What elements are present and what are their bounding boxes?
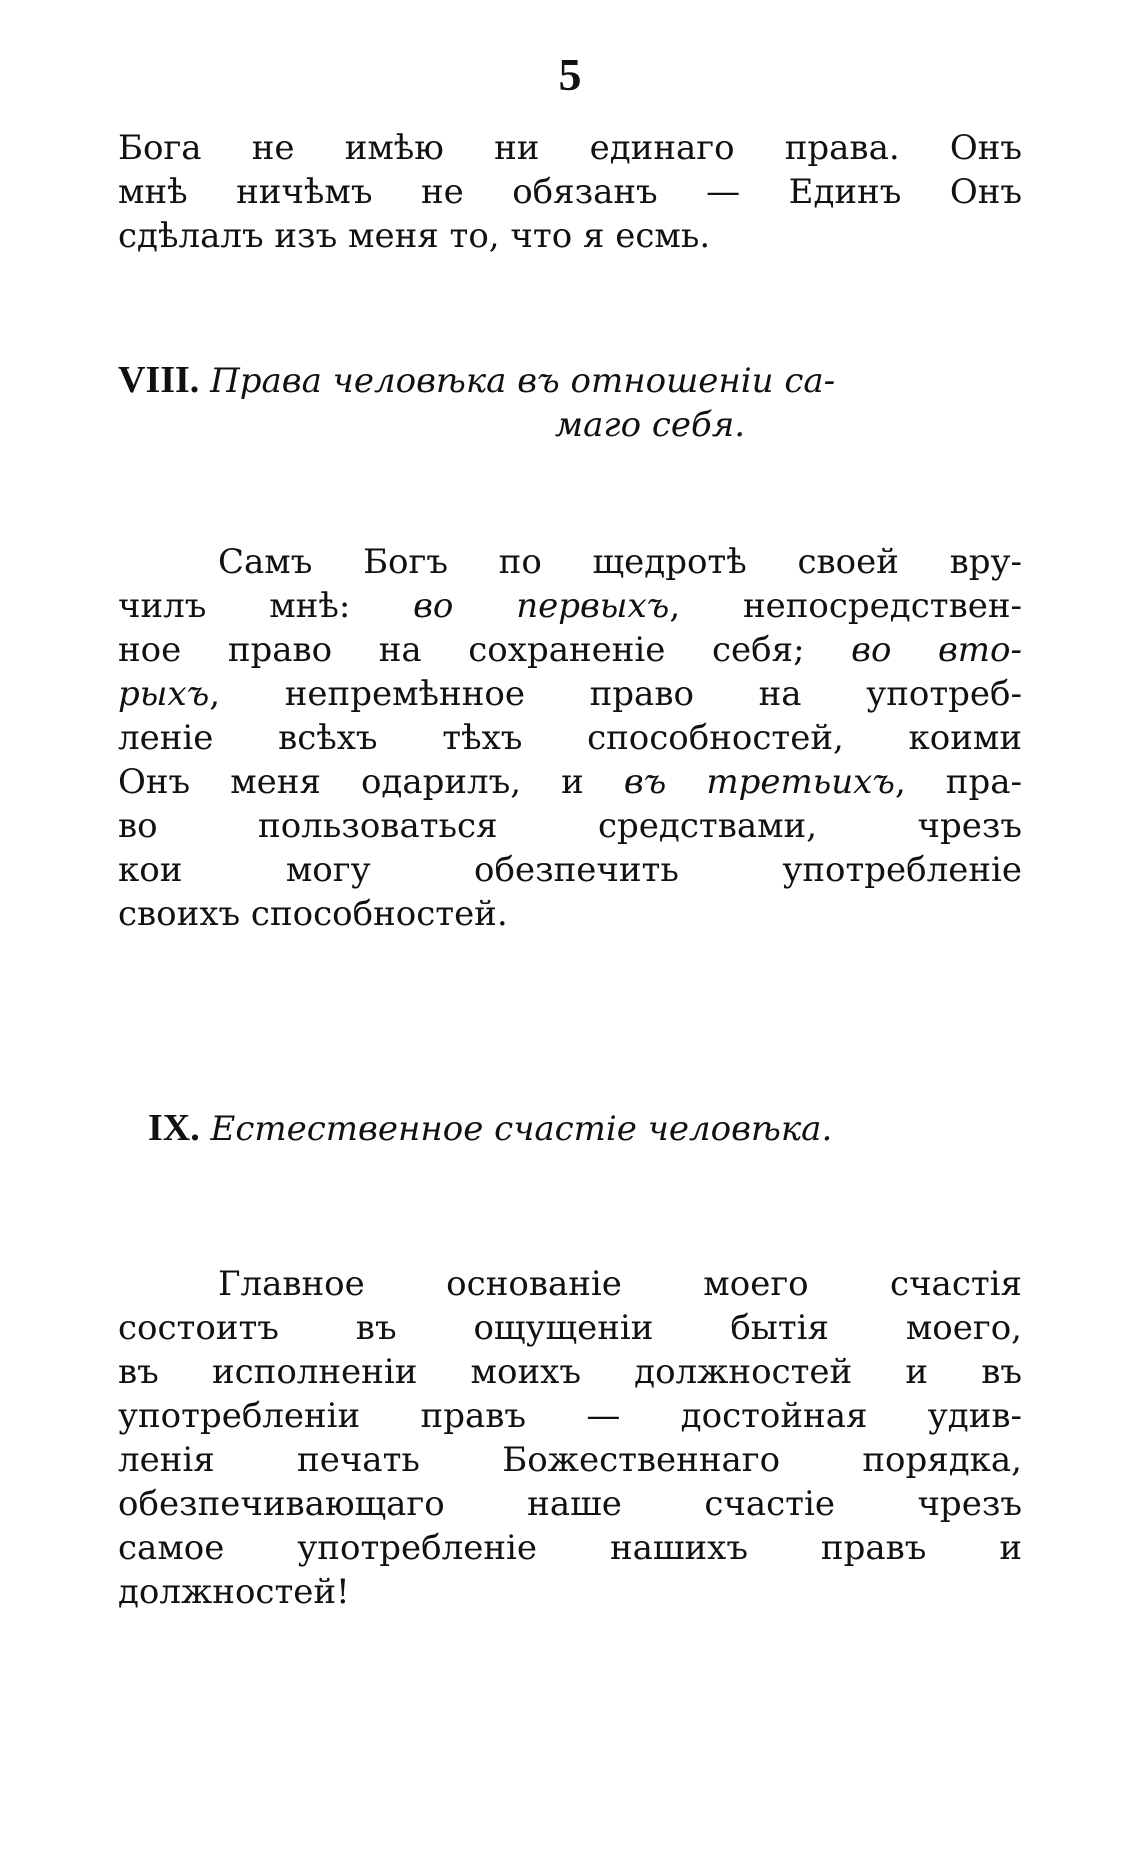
text-line: своихъ способностей.	[118, 894, 508, 934]
text-run: Онъ меня одарилъ, и	[118, 762, 624, 802]
text-line	[118, 672, 1022, 716]
text-line: въ исполненіи моихъ должностей и въ	[118, 1352, 1022, 1392]
text-line: Самъ Богъ по щедротѣ своей вру-	[218, 542, 1022, 582]
italic-run: во вто-	[851, 630, 1022, 670]
text-line: во пользоваться средствами, чрезъ	[118, 806, 1022, 846]
text-line	[118, 760, 1022, 804]
italic-run: во первыхъ	[413, 586, 670, 626]
text-line	[118, 628, 1022, 672]
text-line: употребленіи правъ — достойная удив-	[118, 1396, 1022, 1436]
text-line: леніе всѣхъ тѣхъ способностей, коими	[118, 718, 1022, 758]
text-line: Бога не имѣю ни единаго права. Онъ	[118, 128, 1022, 168]
text-line: Главное основаніе моего счастія	[218, 1264, 1022, 1304]
text-line	[118, 584, 1022, 628]
text-line: самое употребленіе нашихъ правъ и	[118, 1528, 1022, 1568]
italic-run: въ третьихъ	[623, 762, 895, 802]
text-run: , непремѣнное право на употреб-	[209, 674, 1022, 714]
text-line: кои могу обезпечить употребленіе	[118, 850, 1022, 890]
text-line: обезпечивающаго наше счастіе чрезъ	[118, 1484, 1022, 1524]
paragraph-happiness	[118, 1262, 1022, 1614]
text-run: чилъ мнѣ:	[118, 586, 414, 626]
section-title: Естественное счастіе человѣка.	[210, 1109, 833, 1149]
text-line: должностей!	[118, 1572, 350, 1612]
heading-line	[118, 1106, 1022, 1151]
italic-run: рыхъ	[118, 674, 210, 714]
page-number: 5	[558, 49, 582, 100]
section-heading-9	[118, 1106, 1022, 1151]
section-title: Права человѣка въ отношеніи са-	[210, 361, 836, 401]
text-line: сдѣлалъ изъ меня то, что я есмь.	[118, 216, 711, 256]
section-numeral: IX.	[148, 1107, 200, 1149]
text-line: мнѣ ничѣмъ не обязанъ — Единъ Онъ	[118, 172, 1022, 212]
text-run: , пра-	[894, 762, 1022, 802]
paragraph-continuation	[118, 126, 1022, 258]
text-line: ленія печать Божественнаго порядка,	[118, 1440, 1022, 1480]
section-title-continuation: маго себя.	[554, 405, 746, 445]
paragraph-rights	[118, 540, 1022, 936]
text-run: , непосредствен-	[669, 586, 1022, 626]
section-heading-8	[118, 358, 1022, 447]
text-run: ное право на сохраненіе себя;	[118, 630, 852, 670]
heading-line	[118, 358, 1022, 403]
section-numeral: VIII.	[118, 359, 200, 401]
text-line: состоитъ въ ощущеніи бытія моего,	[118, 1308, 1022, 1348]
